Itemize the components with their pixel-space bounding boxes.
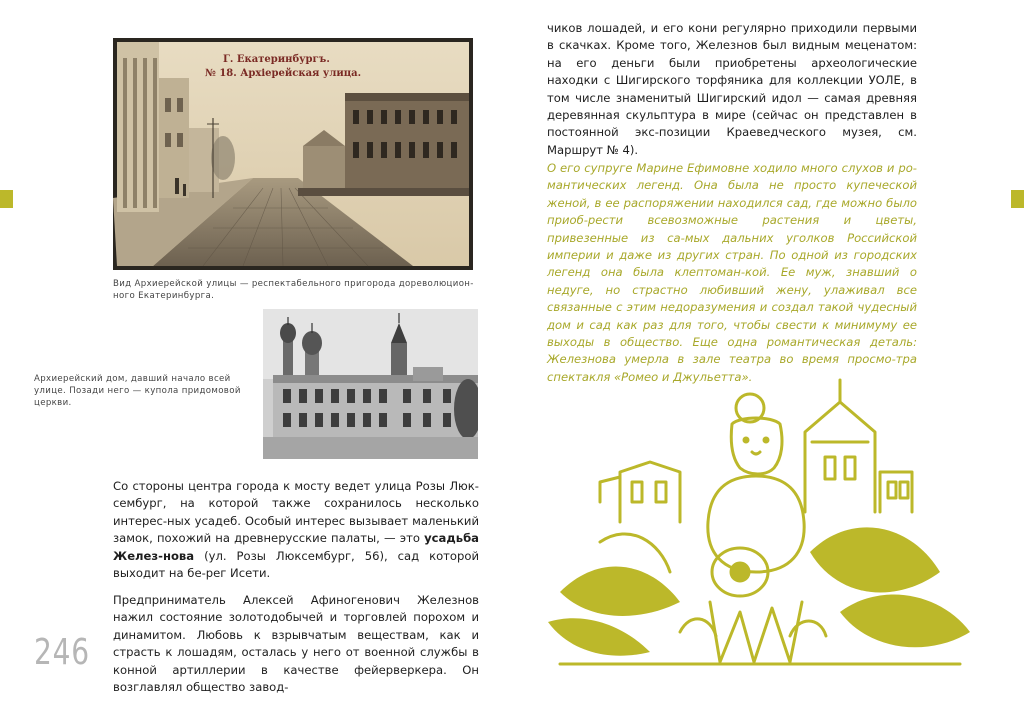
paragraph-continuation: чиков лошадей, и его кони регулярно приходили первыми в скачках. Кроме того, Железнов был видным меценатом: на его деньги были приобретены археологические находки с Шигирского торфяника для коллекции УОЛЕ, в том числе знаменитый Шигирский идол — самая древняя деревянная скульптура в мире (сейчас он представлен в постоянной экс-позиции Краеведческого музея, см. Маршрут № 4). [547,21,917,157]
paragraph-zheleznov: Предприниматель Алексей Афиногенович Железнов нажил состояние золотодобычей и торговлей порохом и динамитом. Любовь к взрывчатым веществам, как и страсть к лошадям, осталась у него от военной службы в конной артиллерии в качестве фейерверкера. Он возглавлял общество завод- [113,593,479,695]
paragraph-roza-luxemburg-street [113,478,479,582]
paragraph-text: Со стороны центра города к мосту ведет улица Розы Люк-сембург, на которой также сохранилось несколько интерес-ных усадеб. Особый интерес вызывает маленький замок, похожий на древнерусские палаты, — это [113,479,479,546]
photo2-caption: Архиерейский дом, давший начало всей улице. Позади него — купола придомовой церкви. [34,374,241,408]
zheleznov-estate-bold: усадьба Желез-нова [113,531,479,563]
photo-bishops-house [263,309,478,459]
woman-with-flowers-illustration [540,372,980,672]
paragraph-legend-marina: О его супруге Марине Ефимовне ходило много слухов и ро-мантических легенд. Она была не просто купеческой женой, в ее распоряжении находился сад, где можно было приоб-рести всевозможные растения и цветы, привезенные из са-мых дальних уголков Российской империи и даже из других стран. По одной из городских легенд она была клептоман-кой. Ее муж, знавший о недуге, но страстно любивший жену, улаживал все связанные с этим недоразумения и создал такой чудесный дом и сад как раз для того, чтобы свести к минимуму ее выходы в общество. Еще одна романтическая деталь: Железнова умерла в зале театра во время просмо-тра спектакля «Ромео и Джульетта». [547,161,917,384]
photo1-caption: Вид Архиерейской улицы — респектабельного пригорода дореволюцион-ного Екатеринбурга. [113,279,474,301]
page-edge-marker-left [0,190,13,208]
page-number: 246 [34,632,90,673]
postcard-photo-arkhiereyskaya-street [113,38,473,270]
page-edge-marker-right [1011,190,1024,208]
postcard-title: Г. Екатеринбургъ. [223,54,330,65]
paragraph-text: (ул. Розы Люксембург, 56), сад которой выходит на бе-рег Исети. [113,548,479,581]
postcard-subtitle: № 18. Архіерейская улица. [205,68,362,79]
